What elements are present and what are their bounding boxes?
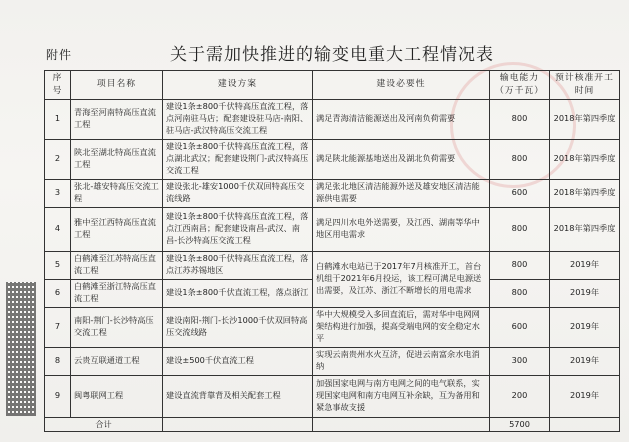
total-empty-need [313, 417, 490, 432]
cell-no: 4 [45, 207, 71, 251]
cell-no: 5 [45, 251, 71, 279]
cell-date: 2019年 [550, 279, 620, 307]
cell-name: 张北-雄安特高压交流工程 [71, 179, 163, 207]
cell-date: 2019年 [550, 307, 620, 347]
cell-no: 9 [45, 375, 71, 417]
header-no: 序号 [45, 71, 71, 100]
table-row [45, 99, 620, 139]
header-capacity: 输电能力（万千瓦） [490, 71, 550, 100]
cell-need: 加强国家电网与南方电网之间的电气联系，实现国家电网和南方电网互补余缺，互为备用和紧急事故支援 [313, 375, 490, 417]
cell-no: 7 [45, 307, 71, 347]
table-row [45, 307, 620, 347]
table-row [45, 179, 620, 207]
cell-name: 雅中至江西特高压直流工程 [71, 207, 163, 251]
barcode-strip [6, 282, 36, 416]
table-row [45, 139, 620, 179]
attachment-label: 附件 [46, 48, 73, 62]
cell-need: 满足张北地区清洁能源外送及雄安地区清洁能源供电需要 [313, 179, 490, 207]
total-capacity: 5700 [490, 417, 550, 432]
project-table [44, 70, 620, 432]
total-label: 合计 [45, 417, 163, 432]
table-row [45, 207, 620, 251]
cell-need: 实现云南贵州水火互济，促进云南富余水电消纳 [313, 347, 490, 375]
cell-capacity: 800 [490, 251, 550, 279]
cell-need-merged: 白鹤滩水电站已于2017年7月核准开工，首台机组于2021年6月投运，该工程可满足电源送出需要，及江苏、浙江不断增长的用电需求 [313, 251, 490, 307]
cell-plan: 建设1条±800千伏直流工程，落点浙江 [163, 279, 313, 307]
cell-name: 白鹤滩至浙江特高压直流工程 [71, 279, 163, 307]
cell-capacity: 600 [490, 179, 550, 207]
cell-capacity: 800 [490, 99, 550, 139]
header-plan: 建设方案 [163, 71, 313, 100]
cell-plan: 建设±500千伏直流工程 [163, 347, 313, 375]
cell-need: 华中大规模受入多回直流后，需对华中电网网架结构进行加强，提高受端电网的安全稳定水平 [313, 307, 490, 347]
cell-date: 2019年 [550, 347, 620, 375]
cell-plan: 建设直流背靠背及相关配套工程 [163, 375, 313, 417]
cell-capacity: 200 [490, 375, 550, 417]
cell-no: 8 [45, 347, 71, 375]
total-row [45, 417, 620, 432]
cell-name: 闽粤联网工程 [71, 375, 163, 417]
cell-name: 白鹤滩至江苏特高压直流工程 [71, 251, 163, 279]
cell-name: 青海至河南特高压直流工程 [71, 99, 163, 139]
cell-plan: 建设南阳-荆门-长沙1000千伏双回特高压交流线路 [163, 307, 313, 347]
cell-date: 2019年 [550, 251, 620, 279]
cell-date: 2018年第四季度 [550, 207, 620, 251]
table-row [45, 251, 620, 279]
cell-plan: 建设1条±800千伏特高压直流工程，落点湖北武汉；配套建设荆门-武汉特高压交流工程 [163, 139, 313, 179]
cell-no: 2 [45, 139, 71, 179]
cell-capacity: 800 [490, 279, 550, 307]
cell-date: 2018年第四季度 [550, 179, 620, 207]
cell-name: 陕北至湖北特高压直流工程 [71, 139, 163, 179]
table-row [45, 375, 620, 417]
header-need: 建设必要性 [313, 71, 490, 100]
cell-plan: 建设张北-雄安1000千伏双回特高压交流线路 [163, 179, 313, 207]
cell-plan: 建设1条±800千伏特高压直流工程，落点江苏苏锡地区 [163, 251, 313, 279]
total-empty-plan [163, 417, 313, 432]
cell-date: 2018年第四季度 [550, 99, 620, 139]
cell-capacity: 300 [490, 347, 550, 375]
cell-no: 6 [45, 279, 71, 307]
cell-plan: 建设1条±800千伏特高压直流工程，落点江西南昌；配套建设南昌-武汉、南昌-长沙特高压交流工程 [163, 207, 313, 251]
cell-need: 满足青海清洁能源送出及河南负荷需要 [313, 99, 490, 139]
cell-capacity: 600 [490, 307, 550, 347]
table-header-row [45, 71, 620, 100]
cell-need: 满足陕北能源基地送出及湖北负荷需要 [313, 139, 490, 179]
cell-name: 云贵互联通道工程 [71, 347, 163, 375]
cell-name: 南阳-荆门-长沙特高压交流工程 [71, 307, 163, 347]
cell-capacity: 800 [490, 207, 550, 251]
cell-capacity: 800 [490, 139, 550, 179]
table-row [45, 347, 620, 375]
cell-no: 1 [45, 99, 71, 139]
cell-date: 2018年第四季度 [550, 139, 620, 179]
cell-no: 3 [45, 179, 71, 207]
total-empty-date [550, 417, 620, 432]
document-title: 关于需加快推进的输变电重大工程情况表 [170, 45, 494, 65]
cell-need: 满足四川水电外送需要，及江西、湖南等华中地区用电需求 [313, 207, 490, 251]
header-name: 项目名称 [71, 71, 163, 100]
cell-plan: 建设1条±800千伏特高压直流工程，落点河南驻马店；配套建设驻马店-南阳、驻马店-武汉特高压交流工程 [163, 99, 313, 139]
cell-date: 2019年 [550, 375, 620, 417]
header-date: 预计核准开工时间 [550, 71, 620, 100]
